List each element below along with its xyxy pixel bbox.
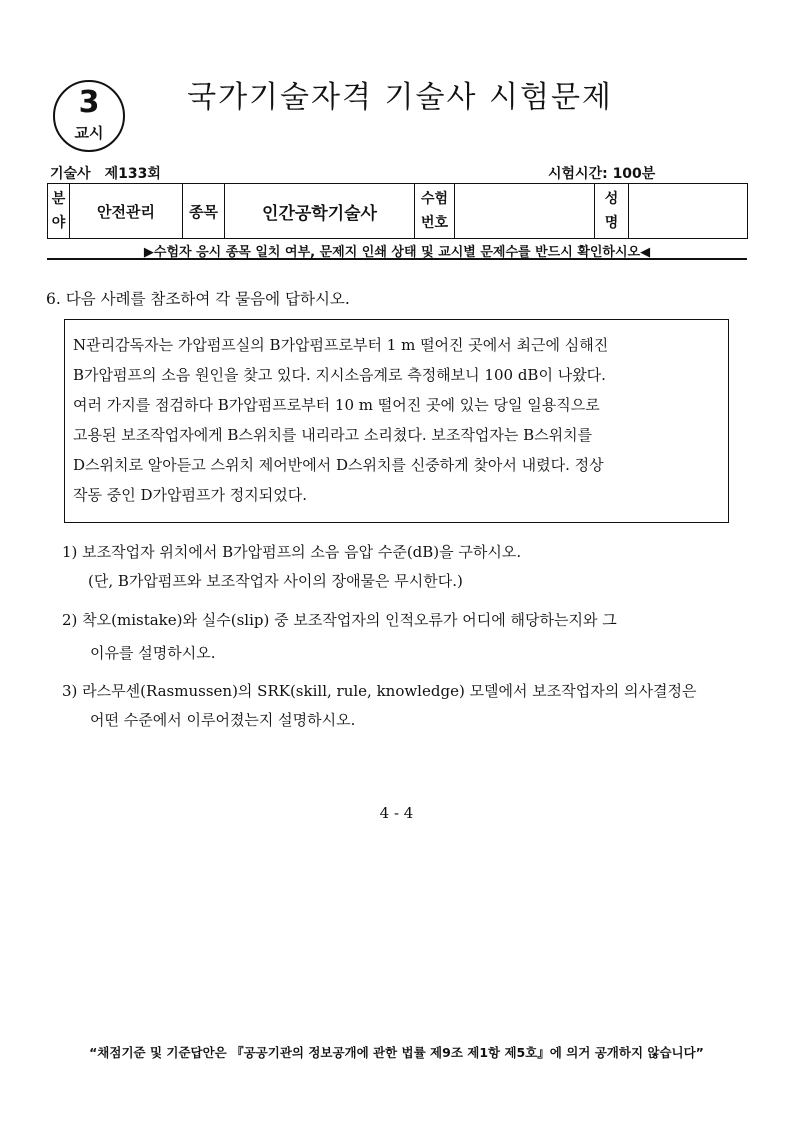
exam-no-field[interactable] — [455, 184, 595, 239]
session-type: 기술사 — [50, 166, 91, 182]
period-label: 교시 — [74, 124, 104, 142]
period-badge — [53, 80, 125, 152]
notice-text: ▶수험자 응시 종목 일치 여부, 문제지 인쇄 상태 및 교시별 문제수를 반드시 확인하시오◀ — [143, 245, 651, 260]
case-line: 여러 가지를 점검하다 B가압펌프로부터 10 m 떨어진 곳에 있는 당일 일용직으로 — [73, 396, 600, 414]
exam-no-label-top: 수험 — [420, 191, 449, 207]
field-label-bottom: 야 — [51, 215, 66, 231]
field-label-cell — [48, 184, 70, 239]
exam-time: 시험시간: 100분 — [548, 166, 656, 182]
case-line: 고용된 보조작업자에게 B스위치를 내리라고 소리쳤다. 보조작업자는 B스위치를 — [73, 426, 593, 444]
item-label: 종목 — [183, 184, 225, 239]
session-info — [50, 163, 161, 183]
exam-no-label-bottom: 번호 — [420, 215, 449, 231]
exam-info-table — [47, 183, 748, 239]
field-label-top: 분 — [51, 191, 66, 207]
exam-title: 국가기술자격 기술사 시험문제 — [187, 80, 613, 115]
item-value: 인간공학기술사 — [225, 184, 415, 239]
name-label-bottom: 명 — [604, 215, 619, 231]
exam-no-label-cell — [415, 184, 455, 239]
sub-question-1: 1) 보조작업자 위치에서 B가압펌프의 소음 음압 수준(dB)을 구하시오. — [62, 543, 522, 561]
name-label-cell — [595, 184, 629, 239]
sub-question-2: 2) 착오(mistake)와 실수(slip) 중 보조작업자의 인적오류가 어디에 해당하는지와 그 — [62, 611, 617, 629]
period-number: 3 — [78, 85, 100, 120]
sub-question-3-cont: 어떤 수준에서 이루어졌는지 설명하시오. — [90, 711, 356, 729]
case-line: N관리감독자는 가압펌프실의 B가압펌프로부터 1 m 떨어진 곳에서 최근에 심해진 — [73, 336, 609, 354]
case-line: 작동 중인 D가압펌프가 정지되었다. — [73, 486, 307, 504]
session-number: 제133회 — [104, 166, 161, 182]
sub-question-3: 3) 라스무센(Rasmussen)의 SRK(skill, rule, knowledge) 모델에서 보조작업자의 의사결정은 — [62, 682, 697, 700]
field-value: 안전관리 — [70, 184, 183, 239]
page-number: 4 - 4 — [379, 804, 414, 822]
sub-question-1-note: (단, B가압펌프와 보조작업자 사이의 장애물은 무시한다.) — [88, 572, 463, 590]
case-box — [64, 319, 729, 523]
question-heading: 6. 다음 사례를 참조하여 각 물음에 답하시오. — [46, 290, 350, 308]
sub-question-2-cont: 이유를 설명하시오. — [90, 644, 216, 662]
name-field[interactable] — [629, 184, 748, 239]
case-line: D스위치로 알아듣고 스위치 제어반에서 D스위치를 신중하게 찾아서 내렸다. 정상 — [73, 456, 604, 474]
case-line: B가압펌프의 소음 원인을 찾고 있다. 지시소음계로 측정해보니 100 dB이 나왔다. — [73, 366, 606, 384]
disclosure-footer: “채점기준 및 기준답안은 『공공기관의 정보공개에 관한 법률 제9조 제1항 제5호』에 의거 공개하지 않습니다” — [89, 1045, 704, 1060]
header-divider — [47, 258, 747, 260]
name-label-top: 성 — [604, 191, 619, 207]
